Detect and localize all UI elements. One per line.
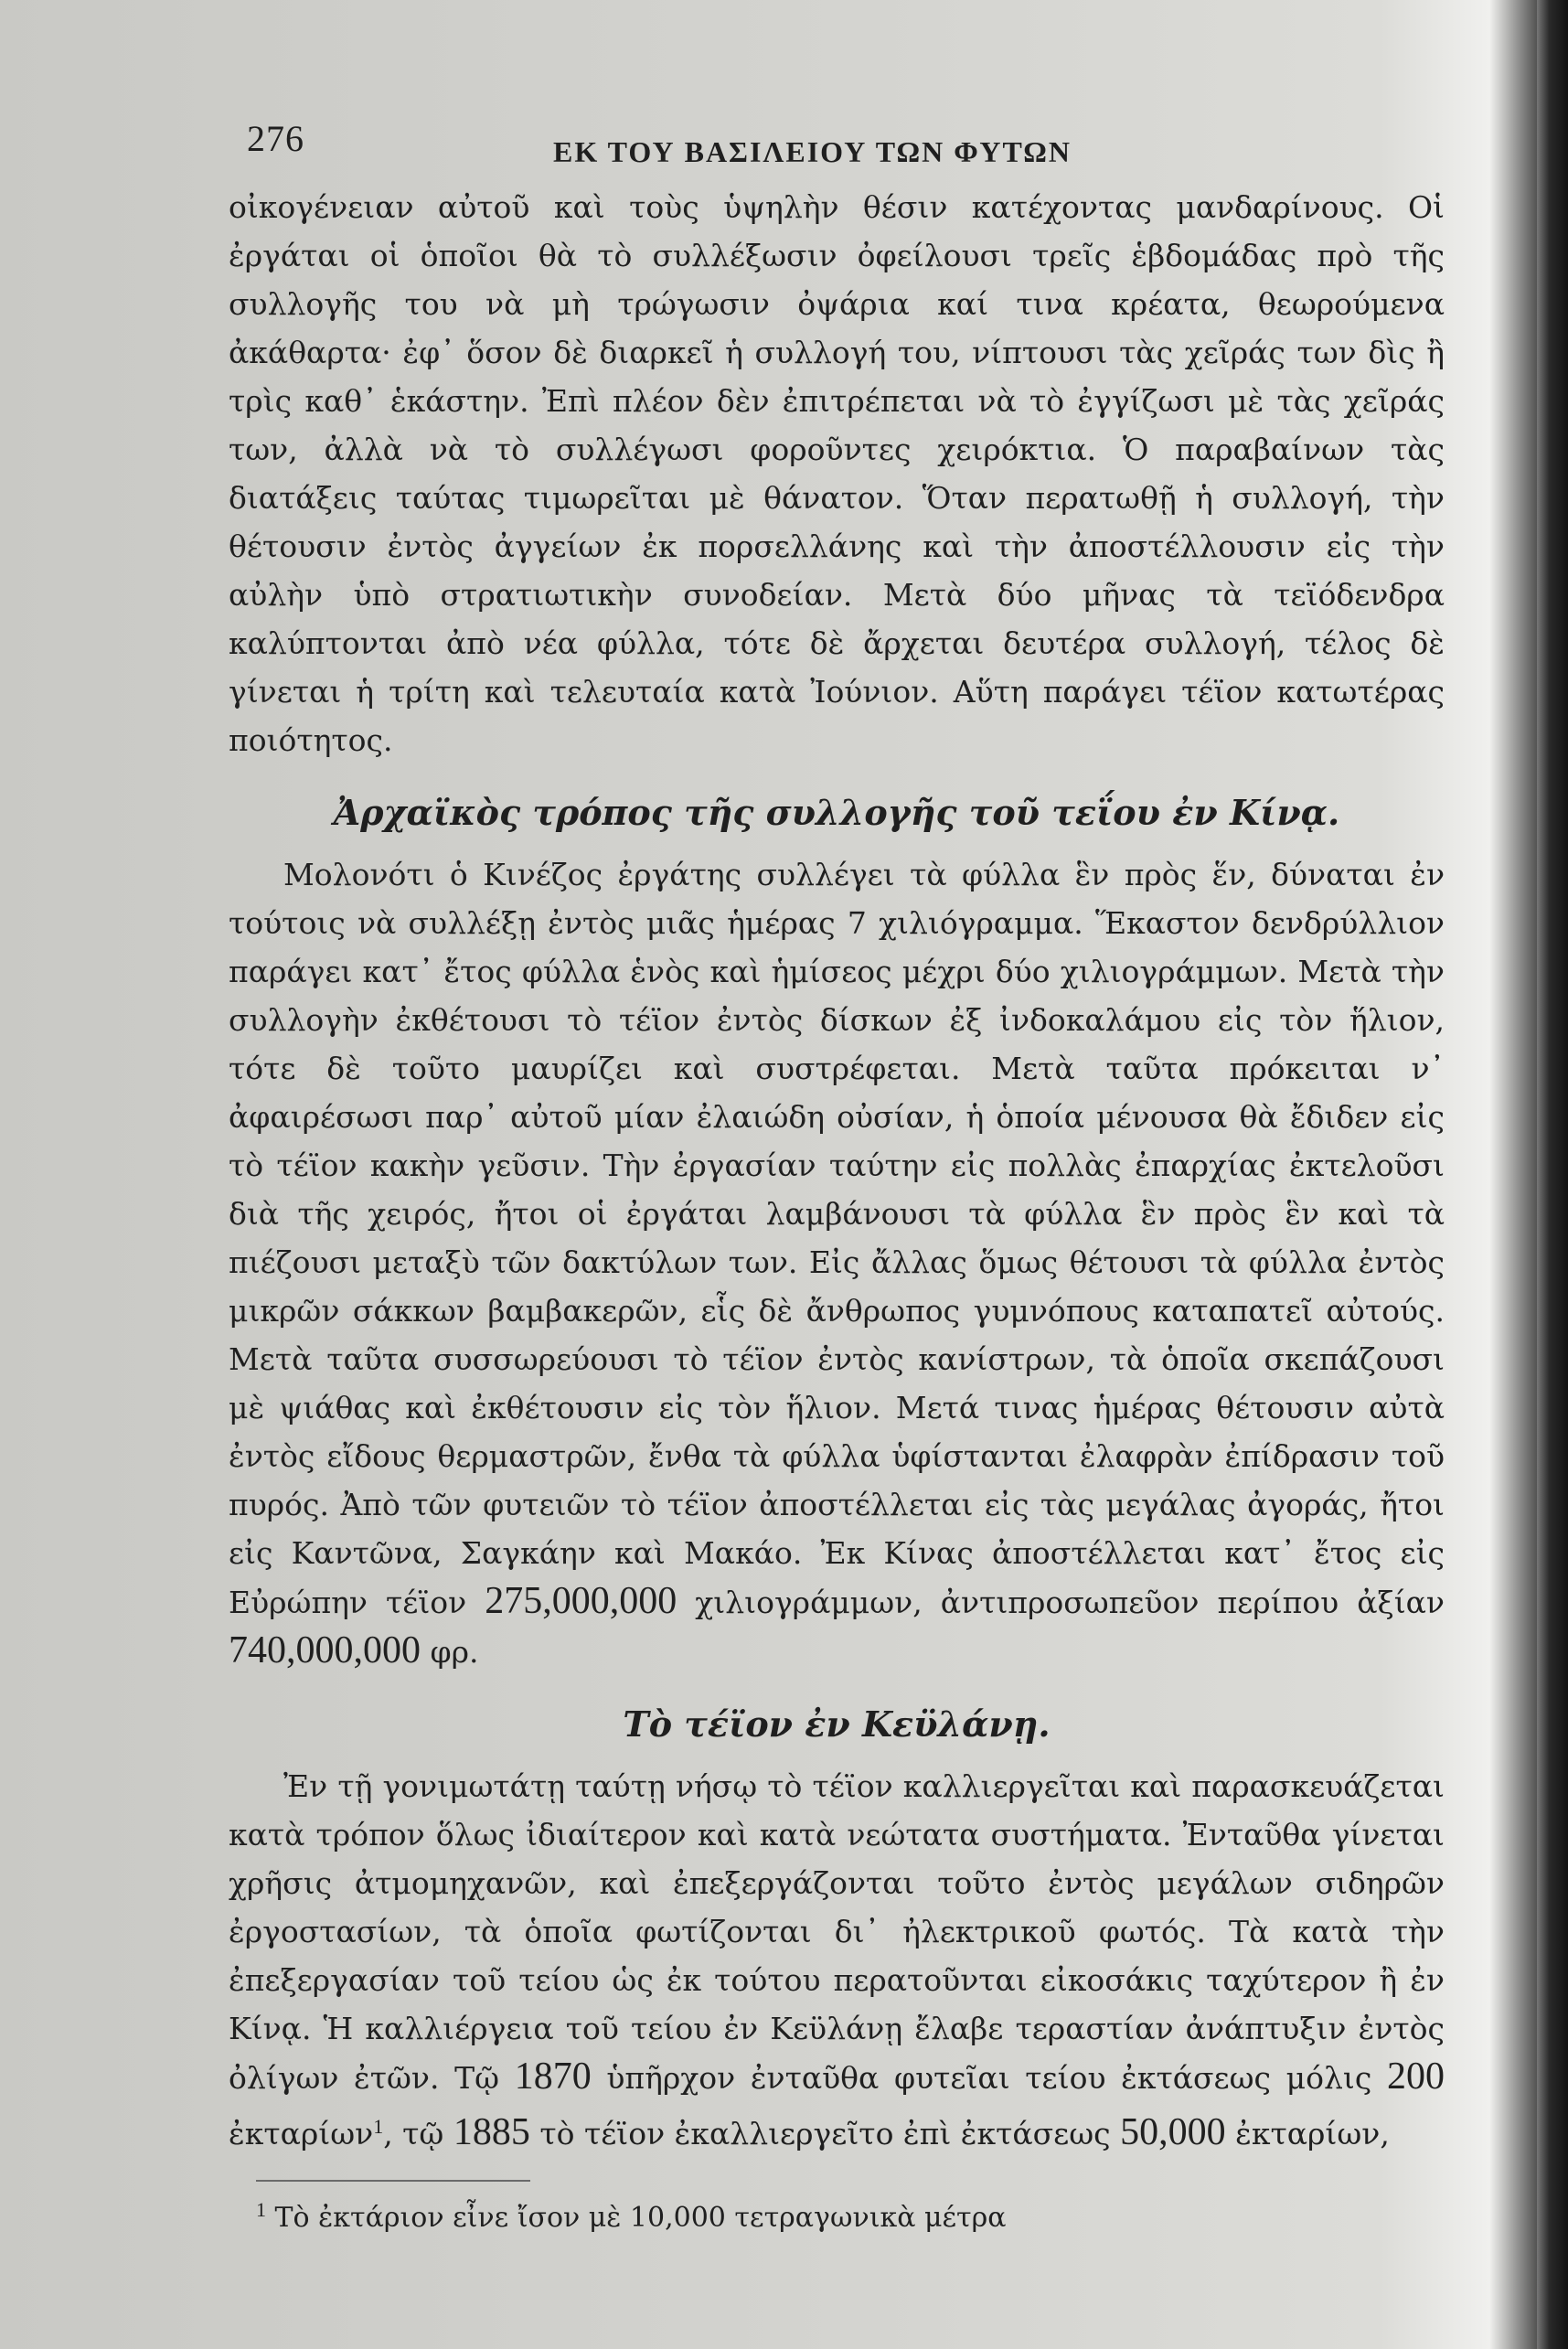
paragraph-text: ἐκταρίων,	[1235, 2116, 1390, 2151]
section-heading: Ἀρχαϊκὸς τρόπος τῆς συλλογῆς τοῦ τεΐου ἐν Κίνᾳ.	[333, 792, 1340, 833]
year-number: 1870	[514, 2055, 592, 2098]
paragraph-text: Ἐν τῇ γονιμωτάτῃ ταύτῃ νήσῳ τὸ τέϊον καλλιεργεῖται καὶ παρασκευάζεται κατὰ τρόπον ὅλως ἰδιαίτερον καὶ κατὰ νεώτατα συστήματα. Ἐνταῦθα γίνεται χρῆσις ἀτμομηχανῶν, καὶ ἐπεξεργάζονται τοῦτο ἐντὸς μεγάλων σιδηρῶν ἐργοστασίων, τὰ ὁποῖα φωτίζονται δι᾽ ἠλεκτρικοῦ φωτός. Τὰ κατὰ τὴν ἐπεξεργασίαν τοῦ τείου ὡς ἐκ τούτου περατοῦνται εἰκοσάκις ταχύτερον ἢ ἐν Κίνᾳ. Ἡ καλλιέργεια τοῦ τείου ἐν Κεϋλάνῃ ἔλαβε τεραστίαν ἀνάπτυξιν ἐντὸς ὀλίγων ἐτῶν. Τῷ	[229, 1768, 1445, 2096]
book-binding-shadow	[1537, 0, 1568, 2349]
paragraph: οἰκογένειαν αὐτοῦ καὶ τοὺς ὑψηλὴν θέσιν κατέχοντας μανδαρίνους. Οἱ ἐργάται οἱ ὁποῖοι θὰ τὸ συλλέξωσιν ὀφείλουσι τρεῖς ἑβδομάδας πρὸ τῆς συλλογῆς του νὰ μὴ τρώγωσιν ὀψάρια καί τινα κρέατα, θεωρούμενα ἀκάθαρτα· ἐφ᾽ ὅσον δὲ διαρκεῖ ἡ συλλογή του, νίπτουσι τὰς χεῖράς των δὶς ἢ τρὶς καθ᾽ ἑκάστην. Ἐπὶ πλέον δὲν ἐπιτρέπεται νὰ τὸ ἐγγίζωσι μὲ τὰς χεῖράς των, ἀλλὰ νὰ τὸ συλλέγωσι φοροῦντες χειρόκτια. Ὁ παραβαίνων τὰς διατάξεις ταύτας τιμωρεῖται μὲ θάνατον. Ὅταν περατωθῇ ἡ συλλογή, τὴν θέτουσιν ἐντὸς ἀγγείων ἐκ πορσελλάνης καὶ τὴν ἀποστέλλουσιν εἰς τὴν αὐλὴν ὑπὸ στρατιωτικὴν συνοδείαν. Μετὰ δύο μῆνας τὰ τεϊόδενδρα καλύπτονται ἀπὸ νέα φύλλα, τότε δὲ ἄρχεται δευτέρα συλλογή, τέλος δὲ γίνεται ἡ τρίτη καὶ τελευταία κατὰ Ἰούνιον. Αὕτη παράγει τέϊον κατωτέρας ποιότητος.	[229, 189, 1445, 758]
paragraph	[229, 850, 1445, 1676]
area-number: 50,000	[1120, 2111, 1226, 2153]
page-content	[229, 110, 1445, 2239]
footnote-text: Τὸ ἐκτάριον εἶνε ἴσον μὲ 10,000 τετραγωνικὰ μέτρα	[274, 2202, 1007, 2234]
quantity-number: 275,000,000	[485, 1580, 677, 1622]
footnote-reference: 1	[373, 2115, 384, 2138]
section-heading: Τὸ τέϊον ἐν Κεϋλάνῃ.	[623, 1703, 1051, 1745]
page-number: 276	[247, 118, 304, 159]
paragraph-text: χιλιογράμμων, ἀντιπροσωπεῦον περίπου ἀξίαν	[695, 1585, 1445, 1620]
paragraph-text: τὸ τέϊον ἐκαλλιεργεῖτο ἐπὶ ἐκτάσεως	[539, 2116, 1111, 2151]
year-number: 1885	[453, 2111, 530, 2153]
paragraph-text: φρ.	[430, 1634, 479, 1670]
paragraph-text: ἐκταρίων	[229, 2116, 374, 2151]
paragraph	[229, 1762, 1445, 2158]
footnote	[256, 2189, 1445, 2239]
value-number: 740,000,000	[229, 1629, 421, 1671]
footnote-rule	[256, 2180, 530, 2182]
paragraph-text: , τῷ	[383, 2116, 444, 2151]
area-number: 200	[1386, 2055, 1445, 2098]
running-title: ΕΚ ΤΟΥ ΒΑΣΙΛΕΙΟΥ ΤΩΝ ΦΥΤΩΝ	[553, 135, 1072, 168]
running-head	[229, 110, 1445, 183]
paragraph-text: ὑπῆρχον ἐνταῦθα φυτεῖαι τείου ἐκτάσεως μόλις	[606, 2060, 1372, 2096]
footnote-marker: 1	[256, 2198, 266, 2221]
paragraph-text: Μολονότι ὁ Κινέζος ἐργάτης συλλέγει τὰ φύλλα ἓν πρὸς ἕν, δύναται ἐν τούτοις νὰ συλλέξῃ ἐντὸς μιᾶς ἡμέρας 7 χιλιόγραμμα. Ἕκαστον δενδρύλλιον παράγει κατ᾽ ἔτος φύλλα ἑνὸς καὶ ἡμίσεος μέχρι δύο χιλιογράμμων. Μετὰ τὴν συλλογὴν ἐκθέτουσι τὸ τέϊον ἐντὸς δίσκων ἐξ ἰνδοκαλάμου εἰς τὸν ἥλιον, τότε δὲ τοῦτο μαυρίζει καὶ συστρέφεται. Μετὰ ταῦτα πρόκειται ν᾽ ἀφαιρέσωσι παρ᾽ αὐτοῦ μίαν ἐλαιώδη οὐσίαν, ἡ ὁποία μένουσα θὰ ἔδιδεν εἰς τὸ τέϊον κακὴν γεῦσιν. Τὴν ἐργασίαν ταύτην εἰς πολλὰς ἐπαρχίας ἐκτελοῦσι διὰ τῆς χειρός, ἤτοι οἱ ἐργάται λαμβάνουσι τὰ φύλλα ἓν πρὸς ἓν καὶ τὰ πιέζουσι μεταξὺ τῶν δακτύλων των. Εἰς ἄλλας ὅμως θέτουσι τὰ φύλλα ἐντὸς μικρῶν σάκκων βαμβακερῶν, εἷς δὲ ἄνθρωπος γυμνόπους καταπατεῖ αὐτούς. Μετὰ ταῦτα συσσωρεύουσι τὸ τέϊον ἐντὸς κανίστρων, τὰ ὁποῖα σκεπάζουσι μὲ ψιάθας καὶ ἐκθέτουσιν εἰς τὸν ἥλιον. Μετά τινας ἡμέρας θέτουσιν αὐτὰ ἐντὸς εἴδους θερμαστρῶν, ἔνθα τὰ φύλλα ὑφίστανται ἐλαφρὰν ἐπίδρασιν τοῦ πυρός. Ἀπὸ τῶν φυτειῶν τὸ τέϊον ἀποστέλλεται εἰς τὰς μεγάλας ἀγοράς, ἤτοι εἰς Καντῶνα, Σαγκάην καὶ Μακάο. Ἐκ Κίνας ἀποστέλλεται κατ᾽ ἔτος εἰς Εὐρώπην τέϊον	[229, 857, 1445, 1620]
